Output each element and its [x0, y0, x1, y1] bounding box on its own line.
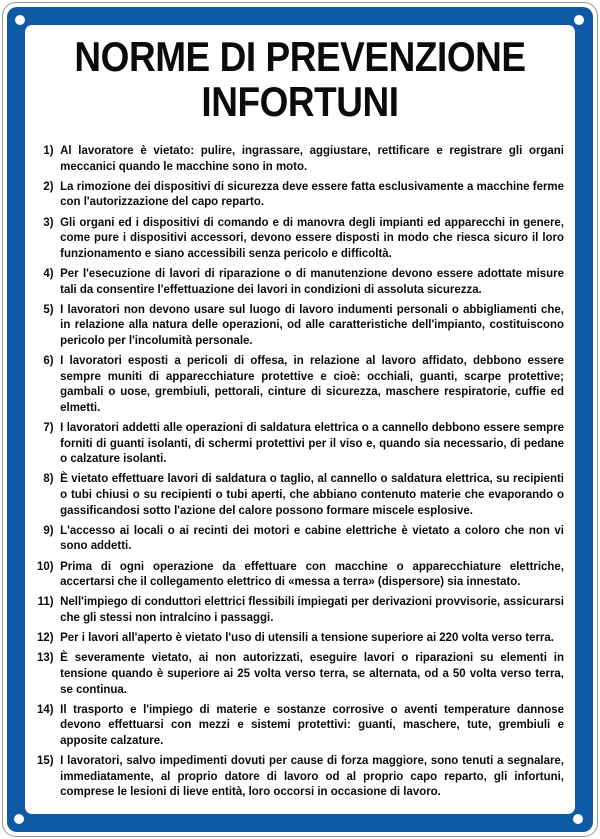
sign-title: [58, 34, 542, 124]
rule-number: 1): [43, 143, 54, 157]
sign-plate: [2, 2, 598, 837]
screw-hole-top-left: [15, 15, 25, 25]
rule-item-10: [31, 559, 564, 590]
rule-text: Al lavoratore è vietato: pulire, ingrassare, aggiustare, rettificare e registrare gli organi meccanici quando le macchine sono in moto.: [60, 143, 564, 173]
rule-text: Il trasporto e l'impiego di materie e sostanze corrosive o aventi temperature dannose devono effettuarsi con mezzi e sistemi protettivi: guanti, maschere, tute, grembiuli e apposite calzature.: [60, 701, 564, 747]
rule-number: 12): [36, 630, 54, 645]
rule-number: 13): [36, 650, 54, 665]
rule-text: Gli organi ed i dispositivi di comando e di manovra degli impianti ed apparecchi in genere, come pure i dispositivi accessori, devono essere disposti in modo che riesca sicuro il loro funzionamento e siano accessibili senza pericolo e difficoltà.: [60, 214, 564, 260]
sign-blue-border: [7, 7, 593, 832]
rule-item-8: [31, 471, 564, 518]
sign-title-line2: INFORTUNI: [201, 78, 399, 125]
rule-number: 5): [43, 301, 54, 316]
rule-text: I lavoratori esposti a pericoli di offesa, in relazione al lavoro affidato, debbono essere sempre muniti di apparecchiature protettive e cioè: occhiali, guanti, scarpe protettive; gambali o uose, grembiuli, pettorali, cinture di sicurezza, maschere respiratorie, cuffie ed elmetti.: [60, 353, 564, 414]
sign-panel: [25, 25, 575, 814]
sign-title-line1: NORME DI PREVENZIONE: [74, 33, 526, 80]
rule-number: 14): [36, 701, 54, 716]
screw-hole-bottom-left: [14, 814, 24, 824]
rule-item-3: [31, 215, 564, 262]
rule-number: 11): [37, 594, 54, 609]
rule-number: 6): [43, 353, 54, 368]
rule-text: È severamente vietato, ai non autorizzati, eseguire lavori o riparazioni su elementi in tensione quando è superiore ai 25 volta verso terra, se alternata, od a 50 volta verso terra, se continua.: [60, 650, 564, 696]
rule-number: 10): [36, 558, 54, 573]
rule-item-7: [31, 420, 564, 467]
rule-item-2: [31, 179, 564, 210]
rule-item-13: [31, 650, 564, 697]
rule-text: La rimozione dei dispositivi di sicurezza deve essere fatta esclusivamente a macchine ferme con l'autorizzazione del capo reparto.: [60, 178, 564, 209]
rule-item-1: [31, 143, 564, 174]
rule-number: 8): [43, 471, 54, 486]
rule-text: È vietato effettuare lavori di saldatura o taglio, al cannello o saldatura elettrica, su recipienti o tubi chiusi o su recipienti o tubi aperti, che abbiano contenuto materie che evaporando o gassificandosi sotto l'azione del calore possono formare miscele esplosive.: [60, 471, 564, 517]
rule-item-12: [31, 630, 564, 646]
rule-text: L'accesso ai locali o ai recinti dei motori e cabine elettriche è vietato a coloro che non vi sono addetti.: [60, 522, 564, 553]
rule-number: 9): [43, 522, 54, 537]
rule-item-5: [31, 302, 564, 349]
rule-item-6: [31, 353, 564, 415]
screw-hole-top-right: [574, 15, 584, 25]
rule-item-11: [31, 594, 564, 625]
rule-text: I lavoratori, salvo impedimenti dovuti per cause di forza maggiore, sono tenuti a segnalare, immediatamente, al proprio datore di lavoro od al proprio capo reparto, gli infortuni, comprese le lesioni di lieve entità, loro occorsi in occasione di lavoro.: [60, 753, 564, 799]
rule-text: Nell'impiego di conduttori elettrici flessibili impiegati per derivazioni provvisorie, assicurarsi che gli stessi non intralcino i passaggi.: [60, 594, 564, 624]
rule-item-9: [31, 523, 564, 554]
screw-hole-bottom-right: [573, 814, 583, 824]
rule-item-15: [31, 753, 564, 800]
rule-item-4: [31, 266, 564, 297]
rule-number: 7): [43, 420, 54, 435]
rule-text: Per l'esecuzione di lavori di riparazione o di manutenzione devono essere adottate misure tali da consentire l'effettuazione dei lavori in condizioni di assoluta sicurezza.: [60, 265, 564, 296]
rule-text: Prima di ogni operazione da effettuare con macchine o apparecchiature elettriche, accertarsi che il collegamento elettrico di «messa a terra» (dispersore) sia innestato.: [60, 558, 564, 589]
rule-text: I lavoratori non devono usare sul luogo di lavoro indumenti personali o abbigliamenti che, in relazione alla natura delle operazioni, od alle caratteristiche dell'impianto, costituiscono pericolo per l'incolumità personale.: [60, 301, 564, 347]
rule-number: 4): [43, 265, 54, 280]
rule-number: 2): [43, 178, 54, 193]
rule-number: 15): [36, 753, 54, 768]
rule-item-14: [31, 702, 564, 749]
rule-number: 3): [43, 214, 54, 229]
rules-list: [31, 143, 564, 804]
rule-text: Per i lavori all'aperto è vietato l'uso di utensili a tensione superiore ai 220 volta verso terra.: [60, 630, 554, 645]
rule-text: I lavoratori addetti alle operazioni di saldatura elettrica o a cannello debbono essere sempre forniti di guanti isolanti, di schermi protettivi per il viso e, quando sia necessario, di pedane o calzature isolanti.: [60, 420, 564, 466]
